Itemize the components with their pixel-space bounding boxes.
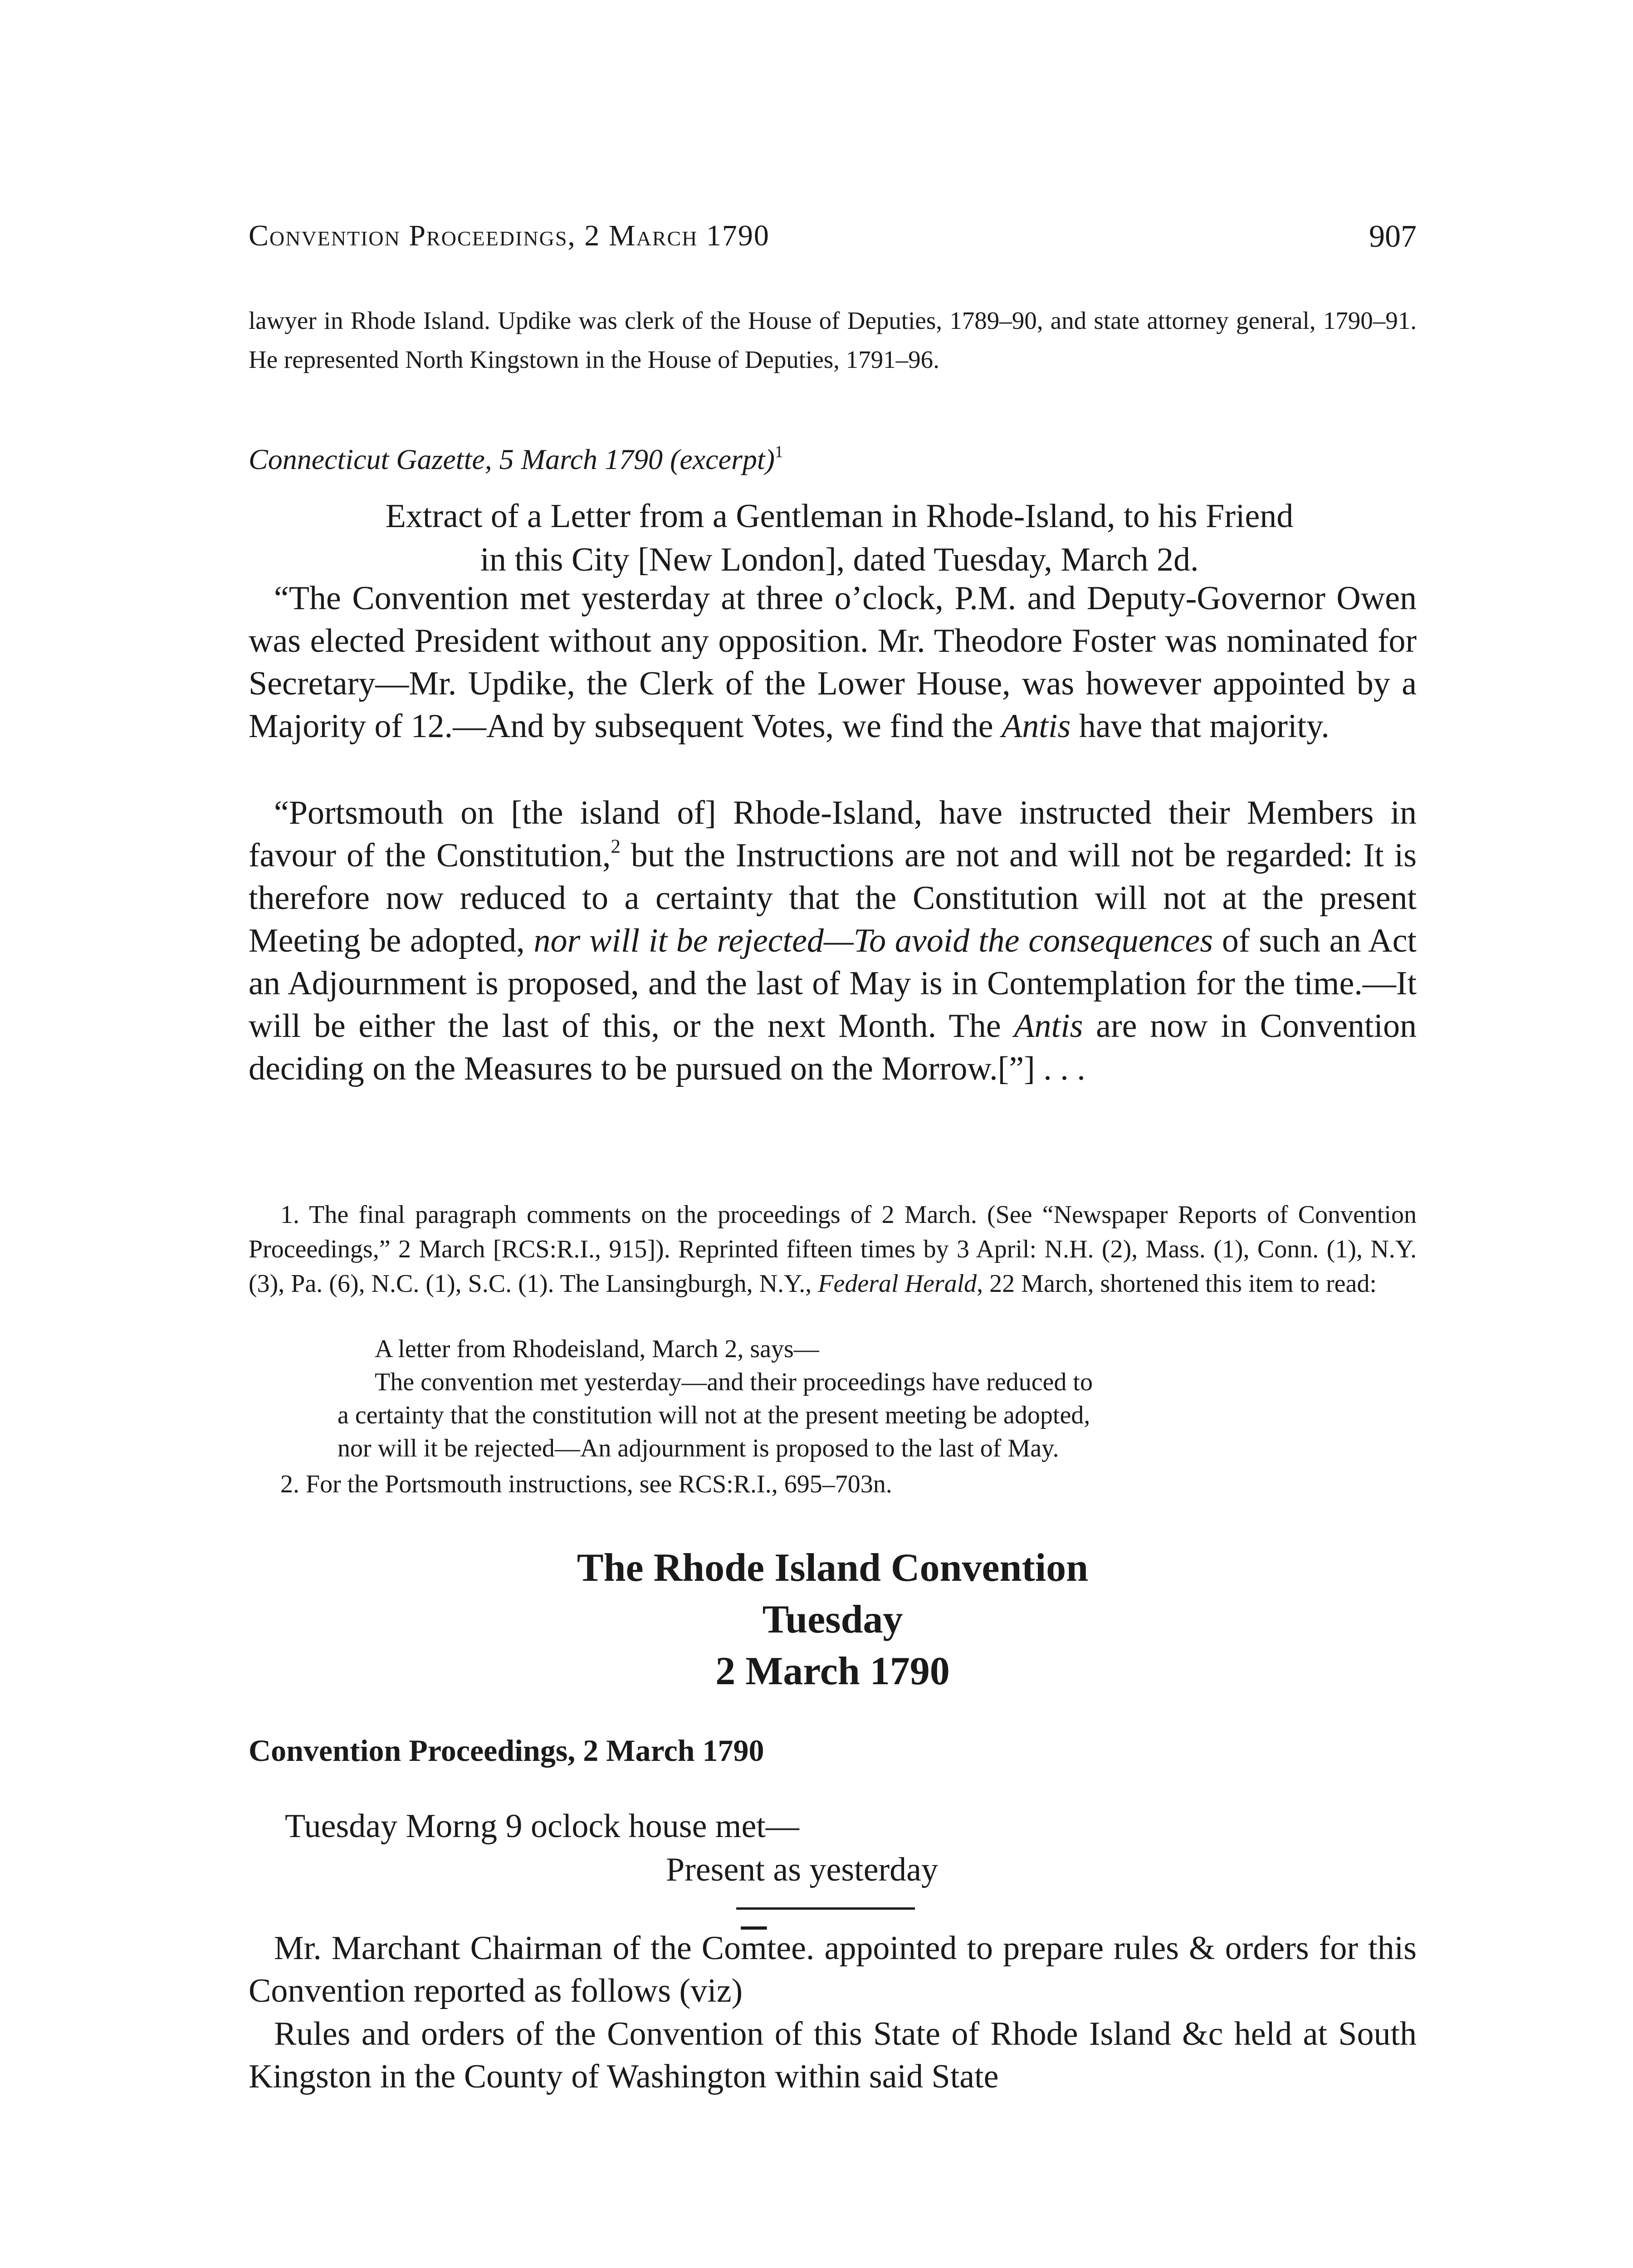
footnote-1-text-b: , 22 March, shortened this item to read: — [977, 1270, 1377, 1298]
antis-term: Antis — [1002, 708, 1071, 745]
page-number: 907 — [1369, 219, 1417, 254]
source-footnote-mark: 1 — [774, 443, 783, 462]
minutes-line-1: Tuesday Morng 9 oclock house met— — [285, 1808, 799, 1845]
minutes-paragraph-1-text-a: Mr. Marchant Chairman of the Co — [274, 1930, 741, 1967]
abbreviation-macron-letter: $\overline{m}$ — [741, 1930, 767, 1967]
footnote-2: 2. For the Portsmouth instructions, see RCS:R.I., 695–703n. — [280, 1470, 892, 1498]
letter-paragraph-2 — [249, 792, 1417, 1090]
section-subheading: Convention Proceedings, 2 March 1790 — [249, 1733, 764, 1768]
source-title: Connecticut Gazette, 5 March 1790 (excerpt) — [249, 443, 775, 475]
letter-paragraph-2-text-d: are now in Convention deciding on the Measures to be pursued on the Morrow.[”] . . . — [249, 1007, 1417, 1087]
footnote-1-text-a: 1. The final paragraph comments on the proceedings of 2 March. (See “Newspaper Reports of Convention Proceedings,” 2 March [RCS:R.I., 915]). Reprinted fifteen times by 3 April: N.H. (2), Mass. (1), Conn. (1), N.Y. (3), Pa. (6), N.C. (1), S.C. (1). The Lansingburgh, N.Y., — [249, 1201, 1417, 1298]
running-head — [249, 219, 1417, 259]
letter-paragraph-2-text-a: “Portsmouth on [the island of] Rhode-Island, have instructed their Members in favour of the Constitution, — [249, 794, 1417, 874]
footnote-quote-line-4: nor will it be rejected—An adjournment is proposed to the last of May. — [337, 1434, 1059, 1462]
letter-paragraph-2-text-b: but the Instructions are not and will not be regarded: It is therefore now reduced to a certainty that the Constitution will not at the present Meeting be adopted, — [249, 837, 1417, 959]
letter-paragraph-1-text-b: have that majority. — [1071, 708, 1330, 745]
section-title-line-3: 2 March 1790 — [715, 1649, 950, 1693]
antis-term: Antis — [1014, 1007, 1083, 1045]
source-heading — [249, 443, 1417, 476]
letter-paragraph-1-text-a: “The Convention met yesterday at three o’clock, P.M. and Deputy-Governor Owen was elected President without any opposition. Mr. Theodore Foster was nominated for Secretary—Mr. Updike, the Clerk of the Lower House, was however appointed by a Majority of 12.—And by subsequent Votes, we find the — [249, 580, 1417, 745]
running-head-title: Convention Proceedings, 2 March 1790 — [249, 219, 770, 252]
letter-paragraph-1 — [249, 577, 1417, 748]
section-title-line-1: The Rhode Island Convention — [577, 1546, 1089, 1590]
minutes-paragraph-1 — [249, 1927, 1417, 2012]
document-page — [249, 0, 1417, 2268]
footnote-1-italic: Federal Herald — [818, 1270, 977, 1298]
minutes-paragraph-1-text-b: tee. appointed to prepare rules & orders for this Convention reported as follows (viz) — [249, 1930, 1417, 2009]
letter-heading-line-2: in this City [New London], dated Tuesday, March 2d. — [480, 541, 1199, 578]
section-title — [249, 1542, 1417, 1697]
footnote-quote-line-1: A letter from Rhodeisland, March 2, says— — [375, 1335, 819, 1363]
letter-heading — [262, 494, 1417, 582]
letter-paragraph-2-italic: nor will it be rejected—To avoid the consequences — [533, 922, 1213, 959]
footnote-quote-line-3: a certainty that the constitution will not at the present meeting be adopted, — [337, 1401, 1090, 1429]
minutes-line-2: Present as yesterday — [666, 1851, 939, 1888]
footnote-quote-line-2: The convention met yesterday—and their proceedings have reduced to — [375, 1368, 1093, 1396]
letter-paragraph-2-text-c: of such an Act an Adjournment is proposed, and the last of May is in Contemplation for the time.—It will be either the last of this, or the next Month. The — [249, 922, 1417, 1045]
horizontal-rule — [736, 1907, 915, 1910]
minutes-paragraph-2: Rules and orders of the Convention of this State of Rhode Island &c held at South Kingston in the County of Washington within said State — [249, 2015, 1417, 2095]
section-title-line-2: Tuesday — [762, 1598, 903, 1642]
footnote-1 — [249, 1198, 1417, 1301]
continued-note: lawyer in Rhode Island. Updike was clerk of the House of Deputies, 1789–90, and state attorney general, 1790–91. He represented North Kingstown in the House of Deputies, 1791–96. — [249, 307, 1417, 373]
letter-heading-line-1: Extract of a Letter from a Gentleman in Rhode-Island, to his Friend — [385, 498, 1294, 535]
note-reference-2: 2 — [611, 836, 621, 857]
